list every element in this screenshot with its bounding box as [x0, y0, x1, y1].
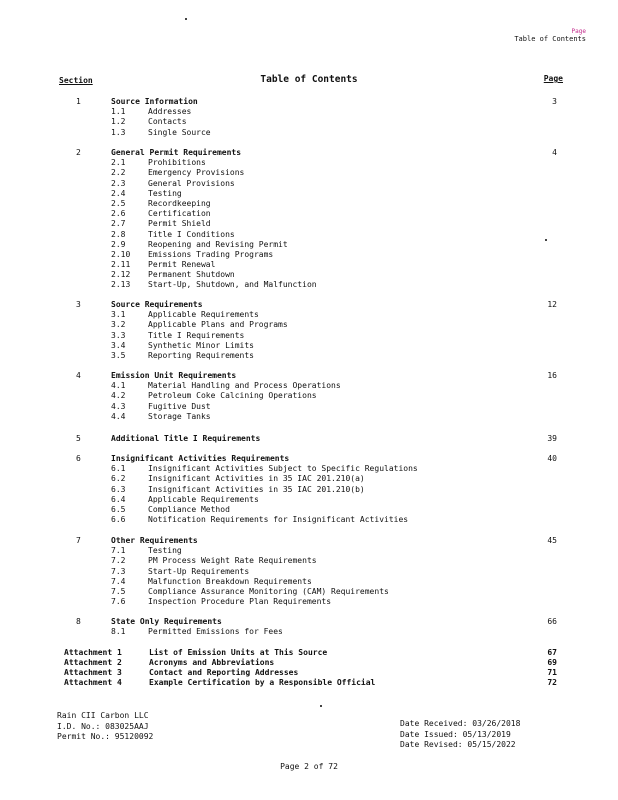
toc-subsection: [0, 412, 618, 422]
toc-subsection-number: 2.3: [111, 178, 126, 188]
toc-section-number: 8: [76, 617, 81, 626]
toc-subsection-number: 4.1: [111, 381, 126, 391]
toc-subsection: [0, 341, 618, 351]
toc-subsection-title: Material Handling and Process Operations: [148, 381, 341, 391]
toc-subsection: [0, 107, 618, 117]
toc-section-heading: [0, 536, 618, 546]
toc-subsection-title: Petroleum Coke Calcining Operations: [148, 391, 317, 401]
toc-section-number: 7: [76, 536, 81, 545]
toc-subsection-title: Start-Up, Shutdown, and Malfunction: [148, 280, 317, 290]
toc-subsection-title: Storage Tanks: [148, 411, 211, 421]
toc-subsection-title: Contacts: [148, 117, 187, 127]
toc-subsection: [0, 230, 618, 240]
toc-subsection-number: 8.1: [111, 627, 126, 637]
toc-subsection-number: 3.4: [111, 340, 126, 350]
toc-section-heading: [0, 300, 618, 310]
toc-subsection: [0, 189, 618, 199]
toc-section: [0, 454, 618, 525]
toc-subsection-number: 6.6: [111, 515, 126, 525]
toc-section-page: 39: [547, 434, 557, 443]
header-title: Table of Contents: [514, 35, 586, 43]
toc-subsection: [0, 587, 618, 597]
toc-subsection-number: 7.5: [111, 586, 126, 596]
toc-subsection: [0, 391, 618, 401]
toc-subsection-title: Emissions Trading Programs: [148, 249, 274, 259]
toc-subsection-number: 6.5: [111, 504, 126, 514]
toc-subsection-number: 2.7: [111, 219, 126, 229]
toc-subsection: [0, 270, 618, 280]
scan-speck: [320, 705, 322, 707]
toc-subsection-number: 2.4: [111, 188, 126, 198]
page-title: Table of Contents: [260, 74, 358, 85]
footer-date-issued: Date Issued: 05/13/2019: [400, 729, 511, 739]
toc-subsection-title: Permanent Shutdown: [148, 270, 235, 280]
toc-subsection-title: Compliance Method: [148, 504, 230, 514]
toc-section-heading: [0, 371, 618, 381]
footer-date-received: Date Received: 03/26/2018: [400, 719, 521, 728]
toc-subsection: [0, 546, 618, 556]
toc-subsection: [0, 240, 618, 250]
page-number: Page 2 of 72: [280, 762, 338, 771]
scan-speck: [185, 18, 187, 20]
toc-subsection: [0, 310, 618, 320]
attachment-label: Attachment 1: [64, 648, 122, 657]
toc-section-heading: [0, 617, 618, 627]
attachment-page: 67: [547, 648, 557, 657]
toc-subsection: [0, 320, 618, 330]
toc-section-title: Other Requirements: [111, 536, 198, 545]
attachment-title: List of Emission Units at This Source: [149, 648, 328, 657]
toc-section-page: 66: [547, 617, 557, 626]
toc-subsection: [0, 464, 618, 474]
attachment-label: Attachment 3: [64, 668, 122, 677]
toc-section-page: 45: [547, 536, 557, 545]
toc-subsection-number: 3.2: [111, 320, 126, 330]
toc-subsection-number: 4.2: [111, 391, 126, 401]
toc-subsection-number: 2.2: [111, 168, 126, 178]
toc-subsection: [0, 495, 618, 505]
toc-subsection-title: Emergency Provisions: [148, 168, 245, 178]
toc-subsection: [0, 627, 618, 637]
footer-date-revised: Date Revised: 05/15/2022: [400, 740, 516, 749]
footer-permit-no: Permit No.: 95120092: [57, 732, 154, 741]
toc-subsection: [0, 117, 618, 127]
toc-subsection-number: 2.9: [111, 239, 126, 249]
toc-subsection-title: Start-Up Requirements: [148, 566, 250, 576]
toc-section-page: 3: [552, 97, 557, 106]
toc-subsection-title: Permit Renewal: [148, 260, 216, 270]
toc-subsection-number: 2.13: [111, 280, 131, 290]
scan-speck: [545, 239, 547, 241]
toc-section-number: 1: [76, 97, 81, 106]
toc-subsection: [0, 280, 618, 290]
toc-subsection-number: 6.1: [111, 464, 126, 474]
attachment-title: Example Certification by a Responsible Official: [149, 678, 376, 687]
attachment-row: [0, 678, 618, 688]
toc-subsection-number: 6.4: [111, 494, 126, 504]
toc-subsection: [0, 209, 618, 219]
toc-subsection-number: 1.1: [111, 107, 126, 117]
toc-subsection-title: Synthetic Minor Limits: [148, 340, 254, 350]
toc-subsection-title: Insignificant Activities in 35 IAC 201.210(b): [148, 484, 365, 494]
toc-subsection-number: 4.3: [111, 401, 126, 411]
toc-section-page: 40: [547, 454, 557, 463]
toc-subsection-number: 7.6: [111, 597, 126, 607]
toc-subsection: [0, 179, 618, 189]
attachment-page: 71: [547, 668, 557, 677]
toc-subsection-title: PM Process Weight Rate Requirements: [148, 556, 317, 566]
toc-subsection-title: Fugitive Dust: [148, 401, 211, 411]
toc-subsection: [0, 505, 618, 515]
toc-subsection: [0, 351, 618, 361]
toc-subsection-number: 2.11: [111, 260, 131, 270]
toc-subsection-number: 2.8: [111, 229, 126, 239]
toc-subsection-number: 7.1: [111, 546, 126, 556]
toc-subsection-title: Malfunction Breakdown Requirements: [148, 576, 312, 586]
toc-subsection-title: Inspection Procedure Plan Requirements: [148, 597, 332, 607]
toc-subsection-number: 6.2: [111, 474, 126, 484]
toc-subsection-title: Applicable Requirements: [148, 494, 259, 504]
toc-subsection-title: Insignificant Activities in 35 IAC 201.210(a): [148, 474, 365, 484]
attachment-row: [0, 648, 618, 658]
toc-section-number: 2: [76, 148, 81, 157]
toc-subsection-title: Applicable Requirements: [148, 310, 259, 320]
toc-subsection: [0, 556, 618, 566]
toc-subsection-number: 1.2: [111, 117, 126, 127]
toc-subsection-title: Addresses: [148, 107, 192, 117]
toc-subsection-title: Title I Requirements: [148, 330, 245, 340]
toc-section-heading: [0, 434, 618, 444]
toc-subsection: [0, 515, 618, 525]
column-header-section: Section: [59, 76, 93, 85]
toc-subsection: [0, 485, 618, 495]
toc-section: [0, 371, 618, 422]
toc-subsection: [0, 381, 618, 391]
toc-subsection: [0, 128, 618, 138]
attachment-label: Attachment 4: [64, 678, 122, 687]
toc-subsection: [0, 219, 618, 229]
toc-subsection: [0, 597, 618, 607]
toc-section-title: Additional Title I Requirements: [111, 434, 261, 443]
toc-subsection-number: 1.3: [111, 127, 126, 137]
toc-section: [0, 617, 618, 637]
toc-subsection-title: Testing: [148, 546, 182, 556]
toc-subsection: [0, 331, 618, 341]
toc-subsection-number: 2.6: [111, 209, 126, 219]
toc-subsection-number: 7.3: [111, 566, 126, 576]
toc-section: [0, 536, 618, 607]
toc-section: [0, 97, 618, 138]
attachment-title: Contact and Reporting Addresses: [149, 668, 299, 677]
toc-section: [0, 148, 618, 291]
toc-section-number: 3: [76, 300, 81, 309]
toc-section-page: 4: [552, 148, 557, 157]
toc-subsection-number: 7.4: [111, 576, 126, 586]
attachment-page: 72: [547, 678, 557, 687]
toc-subsection-title: Testing: [148, 188, 182, 198]
toc-section-title: State Only Requirements: [111, 617, 222, 626]
toc-section-title: Emission Unit Requirements: [111, 371, 237, 380]
toc-subsection-title: Applicable Plans and Programs: [148, 320, 288, 330]
toc-subsection-title: Prohibitions: [148, 158, 206, 168]
footer-company: Rain CII Carbon LLC: [57, 711, 149, 720]
toc-subsection-title: Recordkeeping: [148, 198, 211, 208]
attachment-title: Acronyms and Abbreviations: [149, 658, 275, 667]
toc-subsection-number: 3.1: [111, 310, 126, 320]
toc-section-title: Source Requirements: [111, 300, 203, 309]
toc-subsection-number: 7.2: [111, 556, 126, 566]
toc-subsection: [0, 474, 618, 484]
toc-subsection-title: Single Source: [148, 127, 211, 137]
toc-section: [0, 434, 618, 444]
toc-subsection-title: Permit Shield: [148, 219, 211, 229]
attachment-row: [0, 668, 618, 678]
toc-section-number: 5: [76, 434, 81, 443]
toc-subsection-title: Insignificant Activities Subject to Specific Regulations: [148, 464, 418, 474]
column-header-page: Page: [543, 74, 563, 83]
toc-section: [0, 300, 618, 361]
toc-subsection: [0, 199, 618, 209]
toc-subsection: [0, 158, 618, 168]
toc-subsection-title: Certification: [148, 209, 211, 219]
footer-permit-info: [57, 711, 153, 743]
toc-subsection-number: 3.3: [111, 330, 126, 340]
toc-section-heading: [0, 148, 618, 158]
toc-subsection-title: General Provisions: [148, 178, 235, 188]
toc-section-number: 6: [76, 454, 81, 463]
header-page-label: Page: [571, 28, 586, 35]
attachment-row: [0, 658, 618, 668]
toc-section-page: 12: [547, 300, 557, 309]
toc-subsection: [0, 402, 618, 412]
toc-subsection-title: Reporting Requirements: [148, 350, 254, 360]
toc-subsection-number: 2.12: [111, 270, 131, 280]
attachment-page: 69: [547, 658, 557, 667]
toc-subsection: [0, 168, 618, 178]
toc-section-number: 4: [76, 371, 81, 380]
footer-dates: [400, 719, 520, 751]
toc-subsection: [0, 567, 618, 577]
toc-subsection-number: 2.10: [111, 249, 131, 259]
toc-subsection-number: 3.5: [111, 350, 126, 360]
toc-subsection-title: Notification Requirements for Insignificant Activities: [148, 515, 409, 525]
toc-subsection: [0, 250, 618, 260]
toc-section-heading: [0, 454, 618, 464]
toc-subsection-number: 4.4: [111, 411, 126, 421]
toc-subsection-title: Permitted Emissions for Fees: [148, 627, 283, 637]
toc-subsection: [0, 577, 618, 587]
toc-subsection: [0, 260, 618, 270]
toc-subsection-title: Title I Conditions: [148, 229, 235, 239]
toc-section-heading: [0, 97, 618, 107]
toc-section-page: 16: [547, 371, 557, 380]
toc-section-title: Source Information: [111, 97, 198, 106]
toc-subsection-number: 6.3: [111, 484, 126, 494]
toc-section-title: Insignificant Activities Requirements: [111, 454, 290, 463]
footer-id-no: I.D. No.: 083025AAJ: [57, 721, 149, 731]
toc-subsection-number: 2.1: [111, 158, 126, 168]
toc-subsection-number: 2.5: [111, 198, 126, 208]
toc-subsection-title: Compliance Assurance Monitoring (CAM) Requirements: [148, 586, 389, 596]
toc-subsection-title: Reopening and Revising Permit: [148, 239, 288, 249]
toc-section-title: General Permit Requirements: [111, 148, 242, 157]
attachment-label: Attachment 2: [64, 658, 122, 667]
